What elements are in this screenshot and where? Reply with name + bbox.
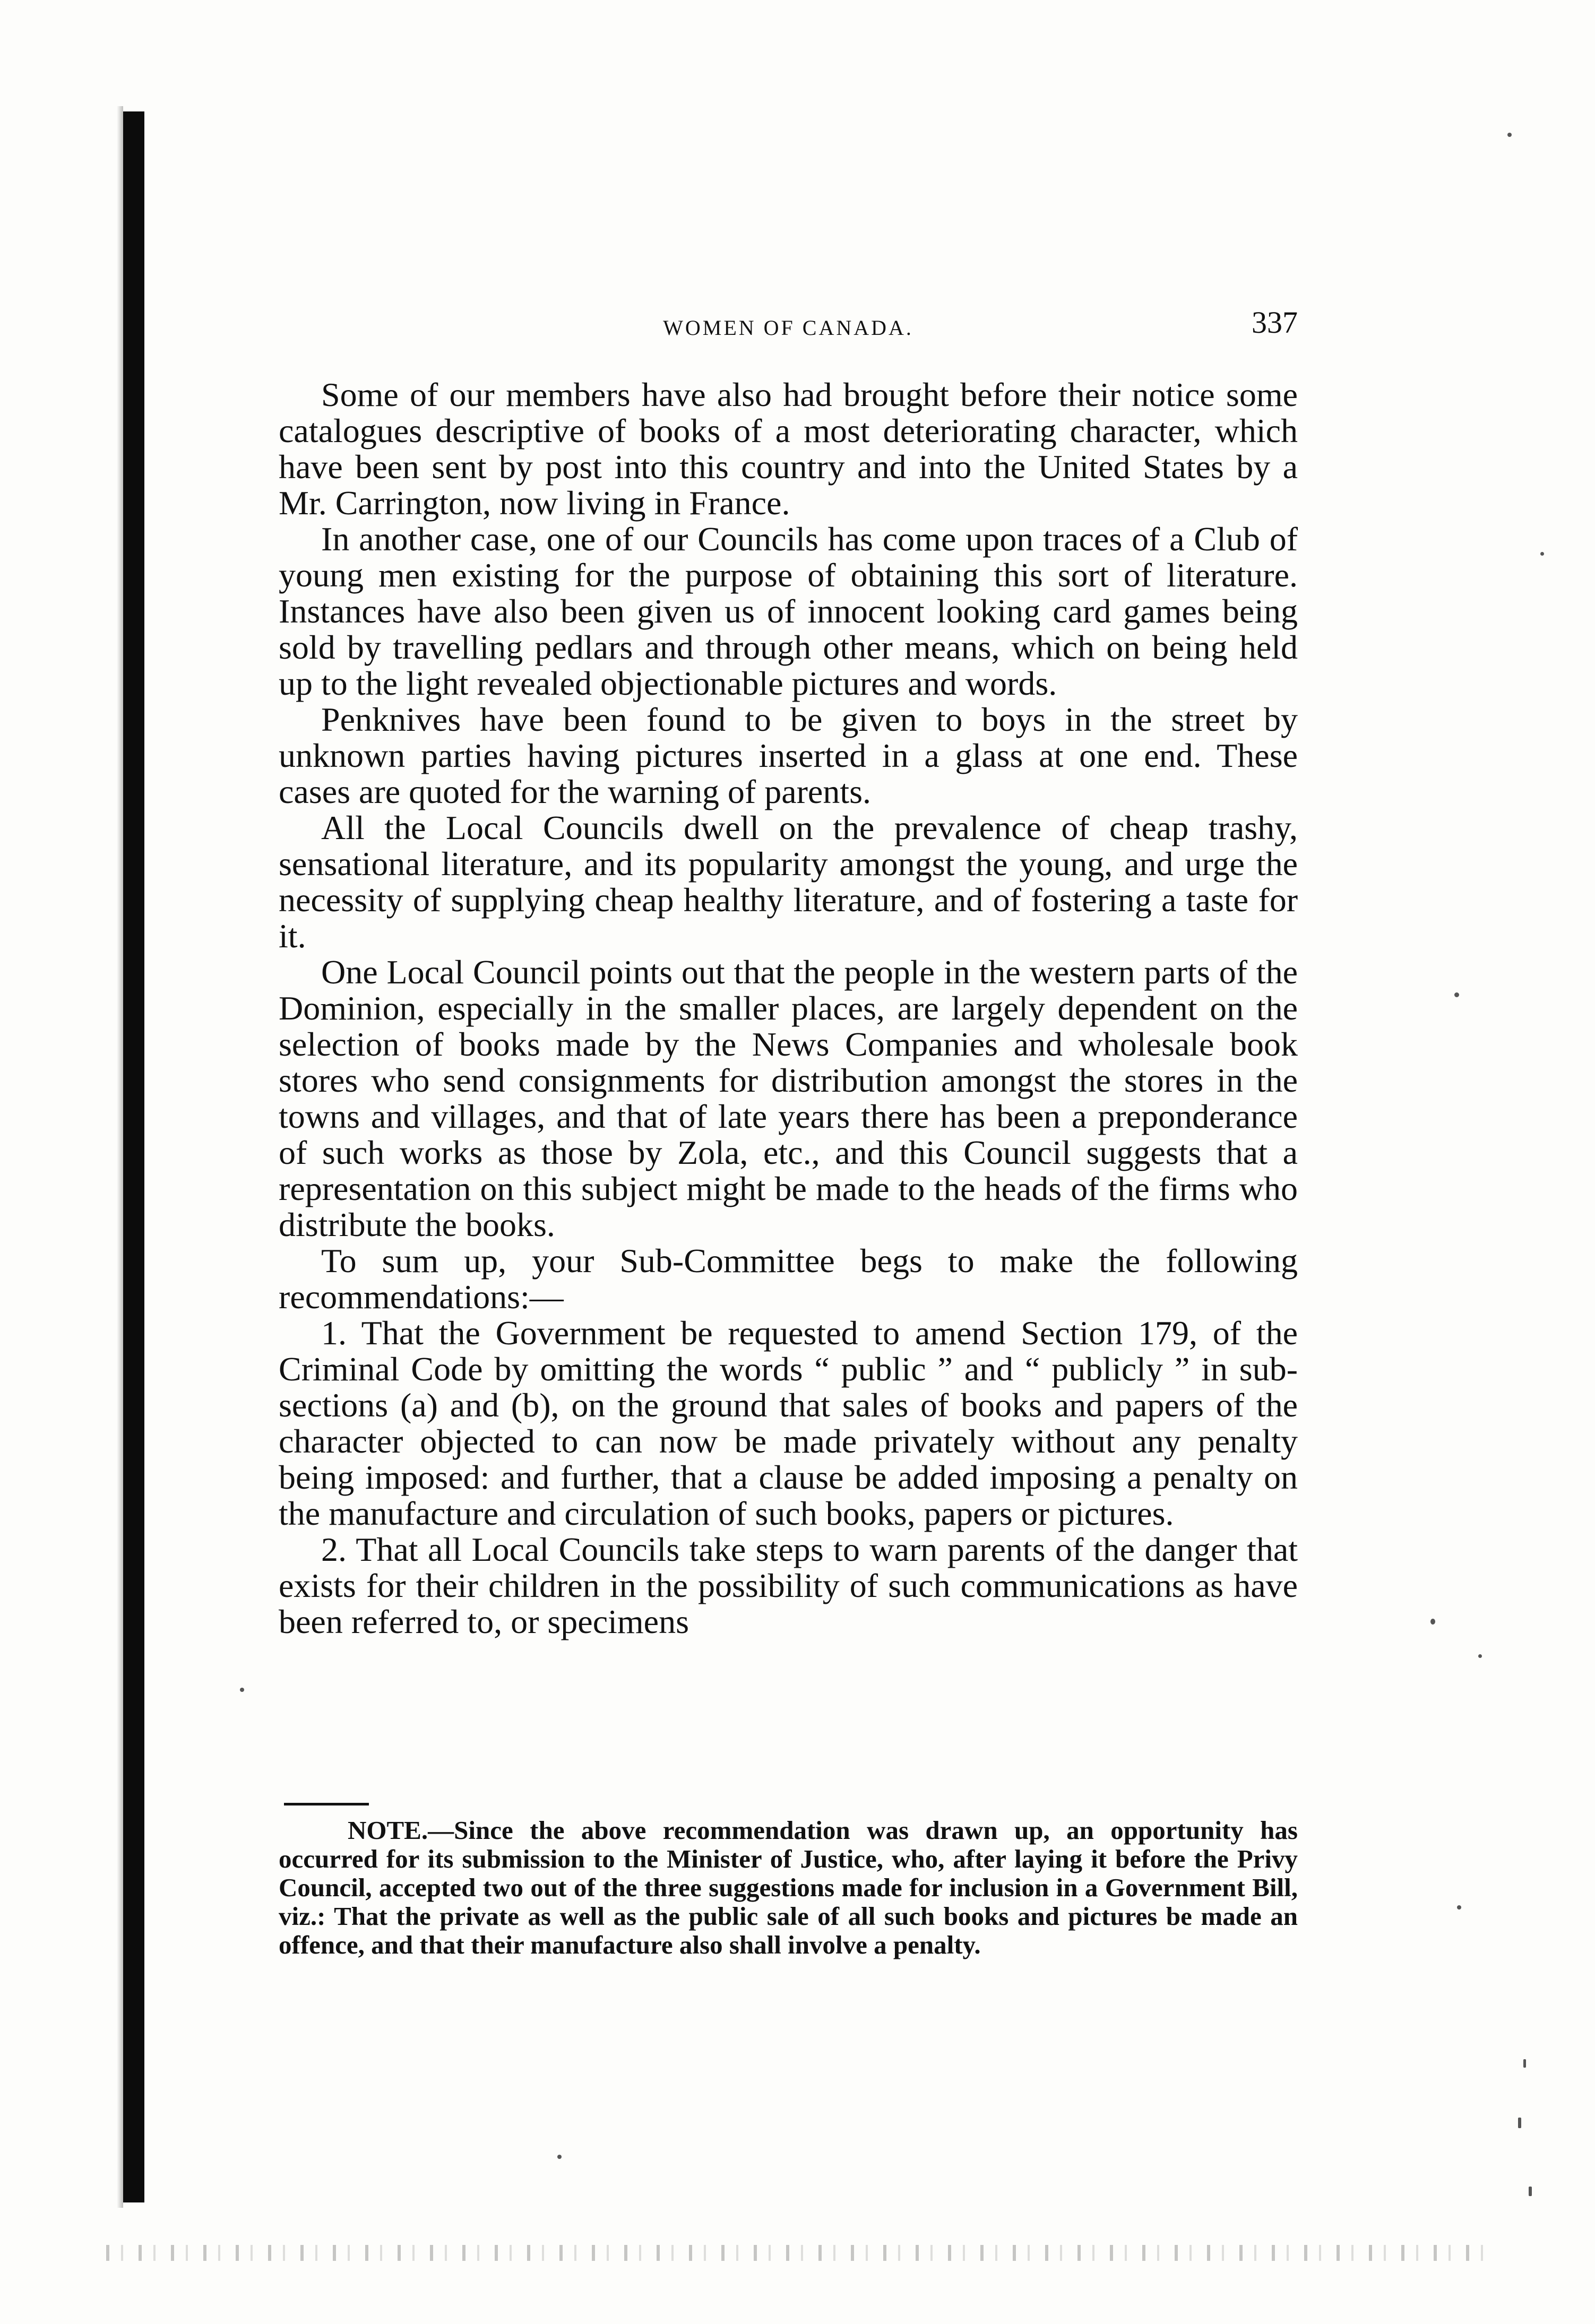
scan-speck bbox=[1457, 1905, 1461, 1910]
footnote-text: NOTE.—Since the above recommendation was drawn up, an opportunity has occurred for its submission to the Minister of Justice, who, after laying it before the Privy Council, accepted two out of the three suggestions made for inclusion in a Government Bill, viz.: That the private as well as the public sale of all such books and pictures be made an offence, and that their manufacture also shall involve a penalty. bbox=[279, 1816, 1298, 1959]
scan-noise bbox=[106, 2245, 1497, 2261]
paragraph: One Local Council points out that the people in the western parts of the Dominion, especially in the smaller places, are largely dependent on the selection of books made by the News Companies and wholesale book stores who send consignments for distribution amongst the stores in the towns and villages, and that of late years there has been a preponderance of such works as those by Zola, etc., and this Council suggests that a representation on this subject might be made to the heads of the firms who distribute the books. bbox=[279, 953, 1298, 1243]
running-title: WOMEN OF CANADA. bbox=[663, 316, 913, 340]
scan-speck bbox=[1529, 2187, 1532, 2196]
paragraph: All the Local Councils dwell on the prevalence of cheap trashy, sensational literature, and its popularity amongst the young, and urge the necessity of supplying cheap healthy literature, and of fostering a taste for it. bbox=[279, 809, 1298, 955]
scan-speck bbox=[1540, 552, 1544, 556]
paragraph: Penknives have been found to be given to boys in the street by unknown parties having pictures inserted in a glass at one end. These cases are quoted for the warning of parents. bbox=[279, 701, 1298, 810]
scan-speck bbox=[557, 2155, 562, 2159]
scan-speck bbox=[240, 1688, 244, 1692]
body-text bbox=[279, 377, 1298, 1640]
binding-shadow bbox=[117, 106, 123, 2208]
page-header bbox=[279, 305, 1298, 352]
paragraph: 2. That all Local Councils take steps to warn parents of the danger that exists for their children in the possibility of such communications as have been referred to, or specimens bbox=[279, 1531, 1298, 1640]
footnote-rule bbox=[284, 1803, 369, 1805]
scan-speck bbox=[1523, 2059, 1526, 2068]
scan-speck bbox=[1518, 2118, 1521, 2128]
binding-edge bbox=[123, 111, 144, 2202]
scan-speck bbox=[1430, 1619, 1435, 1625]
paragraph: 1. That the Government be requested to amend Section 179, of the Criminal Code by omitting the words “ public ” and “ publicly ” in sub-sections (a) and (b), on the ground that sales of books and papers of the character objected to can now be made privately without any penalty being imposed: and further, that a clause be added imposing a penalty on the manufacture and circulation of such books, papers or pictures. bbox=[279, 1314, 1298, 1532]
paragraph: Some of our members have also had brought before their notice some catalogues descriptive of books of a most deteriorating character, which have been sent by post into this country and into the United States by a Mr. Carrington, now living in France. bbox=[279, 376, 1298, 522]
scan-speck bbox=[1478, 1654, 1482, 1658]
scan-speck bbox=[1507, 133, 1512, 137]
paragraph: In another case, one of our Councils has come upon traces of a Club of young men existing for the purpose of obtaining this sort of literature. Instances have also been given us of innocent looking card games being sold by travelling pedlars and through other means, which on being held up to the light revealed objectionable pictures and words. bbox=[279, 520, 1298, 702]
footnote bbox=[279, 1816, 1298, 1959]
paragraph: To sum up, your Sub-Committee begs to make the following recommendations:— bbox=[279, 1242, 1298, 1316]
page-number: 337 bbox=[1252, 305, 1298, 340]
scan-speck bbox=[1454, 992, 1459, 997]
